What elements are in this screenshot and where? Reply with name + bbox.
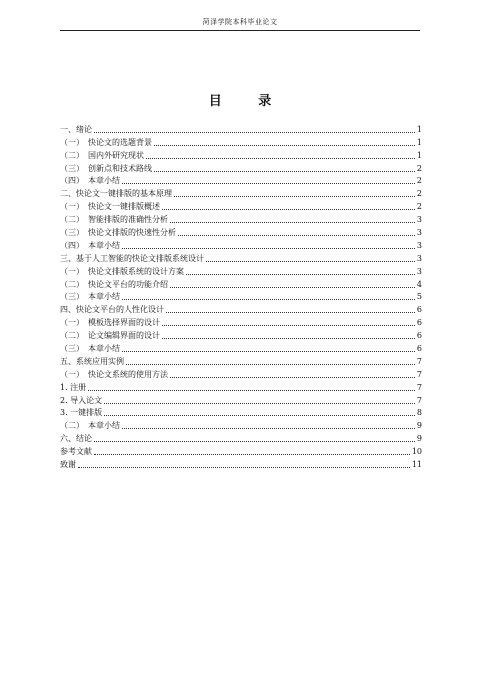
toc-entry[interactable]	[60, 302, 422, 315]
toc-entry[interactable]	[60, 418, 422, 431]
toc-entry-page: 4	[416, 279, 422, 289]
toc-entry[interactable]	[60, 199, 422, 212]
toc-entry-label: （二） 智能排版的准确性分析	[60, 215, 168, 225]
toc-entry[interactable]	[60, 367, 422, 380]
toc-entry-page: 2	[416, 202, 422, 212]
toc-entry[interactable]	[60, 444, 422, 457]
toc-leader-dots	[122, 428, 415, 429]
toc-leader-dots	[178, 235, 415, 236]
toc-entry-label: 参考文献	[60, 447, 92, 457]
toc-entry-page: 1	[416, 124, 422, 134]
toc-entry-label: （三） 本章小结	[60, 344, 120, 354]
toc-entry[interactable]	[60, 457, 422, 470]
toc-entry[interactable]	[60, 393, 422, 406]
toc-entry[interactable]	[60, 161, 422, 174]
toc-entry-label: （四） 本章小结	[60, 176, 120, 186]
toc-entry[interactable]	[60, 315, 422, 328]
toc-leader-dots	[94, 132, 415, 133]
toc-entry-label: 一、绪论	[60, 124, 92, 134]
toc-leader-dots	[122, 248, 415, 249]
toc-entry-page: 5	[416, 292, 422, 302]
toc-entry-page: 9	[416, 421, 422, 431]
toc-entry-label: （一） 快论文的选题背景	[60, 137, 152, 147]
toc-leader-dots	[122, 183, 415, 184]
toc-entry-label: 五、系统应用实例	[60, 356, 124, 366]
toc-entry-page: 6	[416, 331, 422, 341]
toc-entry-label: 二、快论文一键排版的基本原理	[60, 189, 172, 199]
toc-entry[interactable]	[60, 238, 422, 251]
toc-leader-dots	[174, 196, 415, 197]
toc-entry-label: 1. 注册	[60, 382, 87, 392]
toc-entry[interactable]	[60, 186, 422, 199]
toc-leader-dots	[88, 390, 415, 391]
toc-entry-label: （一） 快论文系统的使用方法	[60, 369, 168, 379]
toc-entry[interactable]	[60, 431, 422, 444]
page-header: 菏泽学院本科毕业论文	[60, 16, 420, 31]
toc-entry-label: （一） 快论文一键排版概述	[60, 202, 160, 212]
toc-entry[interactable]	[60, 354, 422, 367]
toc-entry-page: 3	[416, 215, 422, 225]
toc-leader-dots	[162, 325, 415, 326]
toc-entry-page: 1	[416, 150, 422, 160]
toc-entry-label: （一） 模板选择界面的设计	[60, 318, 160, 328]
toc-entry-page: 3	[416, 266, 422, 276]
toc-entry[interactable]	[60, 328, 422, 341]
toc-entry-label: （二） 快论文平台的功能介绍	[60, 279, 168, 289]
toc-entry[interactable]	[60, 264, 422, 277]
toc-leader-dots	[154, 145, 415, 146]
table-of-contents	[60, 122, 422, 470]
toc-entry-page: 3	[416, 240, 422, 250]
toc-entry-label: （二） 本章小结	[60, 421, 120, 431]
toc-entry[interactable]	[60, 135, 422, 148]
toc-leader-dots	[126, 364, 415, 365]
toc-entry[interactable]	[60, 122, 422, 135]
toc-leader-dots	[206, 261, 415, 262]
toc-leader-dots	[154, 171, 415, 172]
toc-leader-dots	[94, 454, 410, 455]
toc-entry-label: （三） 本章小结	[60, 292, 120, 302]
toc-entry[interactable]	[60, 148, 422, 161]
toc-entry-page: 2	[416, 163, 422, 173]
toc-leader-dots	[170, 377, 415, 378]
toc-entry-label: （四） 本章小结	[60, 240, 120, 250]
toc-entry-label: 六、结论	[60, 434, 92, 444]
toc-entry[interactable]	[60, 341, 422, 354]
toc-entry[interactable]	[60, 277, 422, 290]
toc-entry-page: 8	[416, 408, 422, 418]
toc-leader-dots	[94, 441, 415, 442]
toc-entry-page: 6	[416, 318, 422, 328]
toc-entry-label: （二） 国内外研究现状	[60, 150, 144, 160]
toc-entry-page: 3	[416, 253, 422, 263]
toc-leader-dots	[166, 312, 415, 313]
toc-entry-page: 2	[416, 176, 422, 186]
toc-entry-label: 四、快论文平台的人性化设计	[60, 305, 164, 315]
toc-entry[interactable]	[60, 174, 422, 187]
toc-entry[interactable]	[60, 251, 422, 264]
toc-leader-dots	[122, 351, 415, 352]
toc-leader-dots	[104, 403, 415, 404]
toc-leader-dots	[186, 274, 415, 275]
toc-entry-page: 6	[416, 305, 422, 315]
toc-entry-page: 11	[411, 460, 422, 470]
toc-entry-page: 7	[416, 382, 422, 392]
toc-leader-dots	[170, 287, 415, 288]
toc-entry-label: （一） 快论文排版系统的设计方案	[60, 266, 184, 276]
toc-entry-label: 三、基于人工智能的快论文排版系统设计	[60, 253, 204, 263]
toc-entry[interactable]	[60, 290, 422, 303]
toc-leader-dots	[78, 467, 410, 468]
toc-leader-dots	[162, 209, 415, 210]
toc-entry-label: （三） 创新点和技术路线	[60, 163, 152, 173]
toc-entry-page: 7	[416, 395, 422, 405]
toc-leader-dots	[146, 158, 415, 159]
toc-entry-page: 6	[416, 344, 422, 354]
toc-entry-page: 9	[416, 434, 422, 444]
toc-leader-dots	[162, 338, 415, 339]
toc-leader-dots	[170, 222, 415, 223]
toc-entry-label: 致谢	[60, 460, 76, 470]
toc-title: 目 录	[208, 94, 288, 109]
toc-entry-label: （二） 论文编辑界面的设计	[60, 331, 160, 341]
toc-entry-page: 2	[416, 189, 422, 199]
toc-entry-page: 3	[416, 228, 422, 238]
toc-leader-dots	[104, 415, 415, 416]
toc-entry-label: 3. 一键排版	[60, 408, 103, 418]
toc-entry-label: 2. 导入论文	[60, 395, 103, 405]
toc-entry-page: 10	[411, 447, 422, 457]
toc-entry-page: 1	[416, 137, 422, 147]
toc-leader-dots	[122, 299, 415, 300]
toc-entry[interactable]	[60, 212, 422, 225]
toc-entry[interactable]	[60, 225, 422, 238]
toc-entry-page: 7	[416, 356, 422, 366]
toc-entry[interactable]	[60, 406, 422, 419]
toc-entry[interactable]	[60, 380, 422, 393]
toc-entry-label: （三） 快论文排版的快速性分析	[60, 228, 176, 238]
toc-entry-page: 7	[416, 369, 422, 379]
